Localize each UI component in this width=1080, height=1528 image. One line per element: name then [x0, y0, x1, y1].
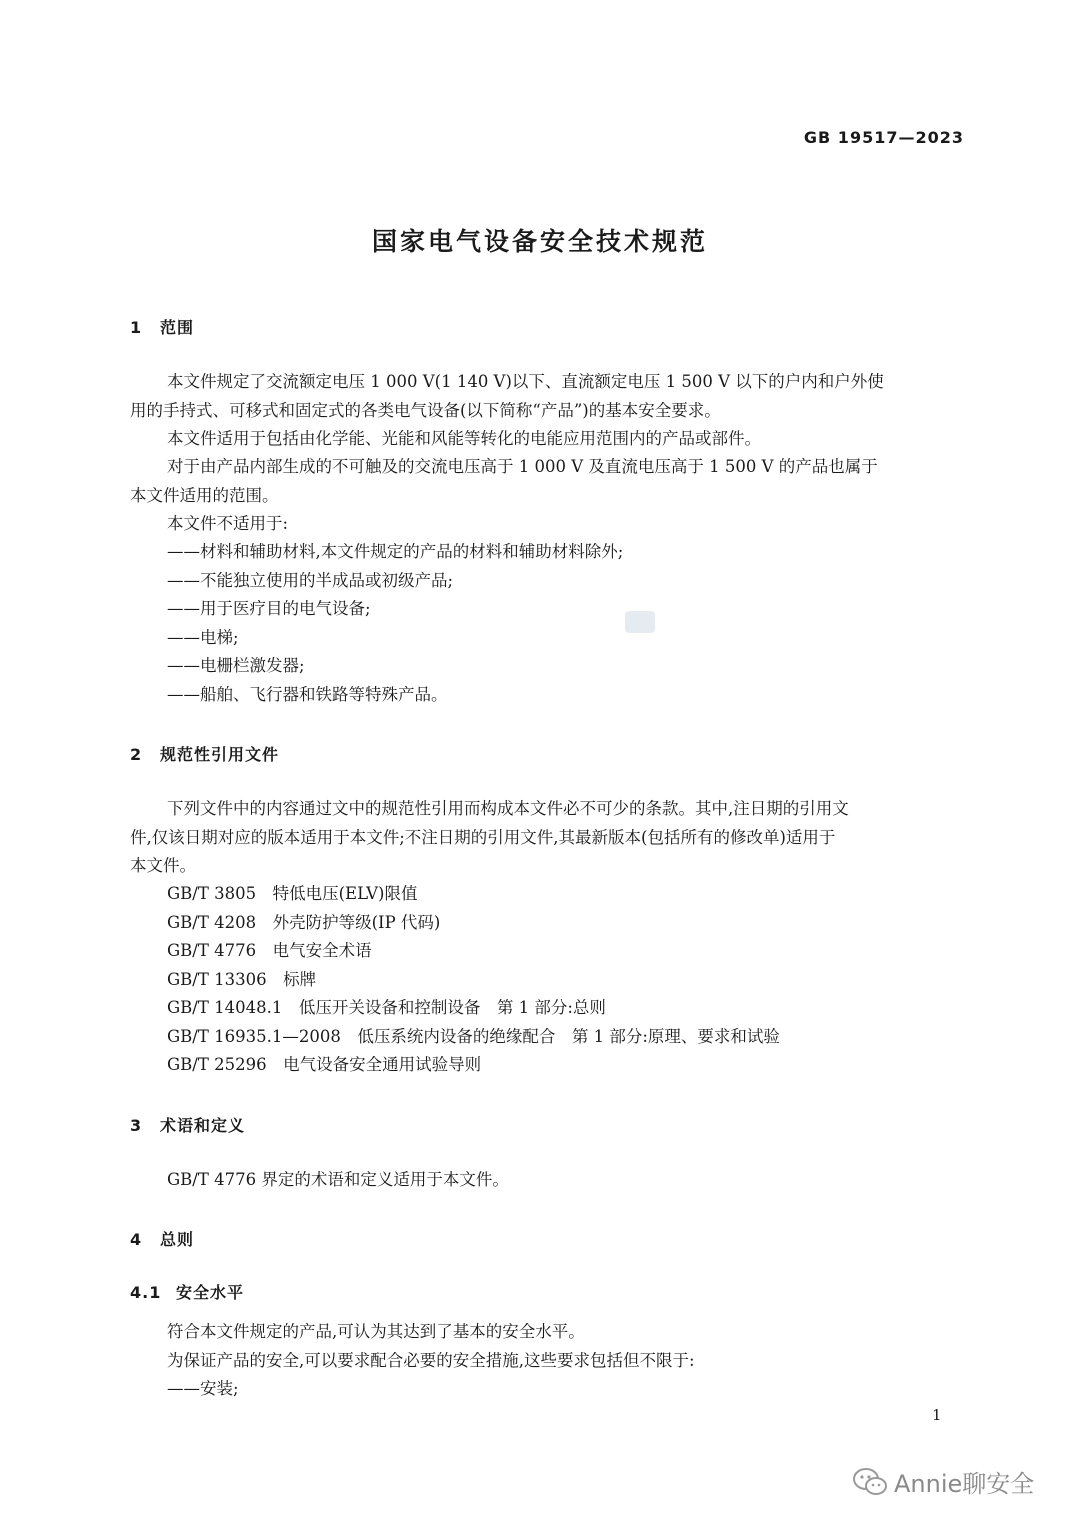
section-title: 总则	[160, 1230, 195, 1249]
reference-item	[167, 966, 966, 995]
reference-code: GB/T 4776	[167, 941, 257, 960]
reference-item	[167, 994, 966, 1023]
section-3-heading	[130, 1113, 245, 1136]
reference-item	[167, 1023, 966, 1052]
reference-code: GB/T 25296	[167, 1055, 267, 1074]
reference-code: GB/T 4208	[167, 912, 257, 932]
s2-paragraph-1	[130, 795, 966, 881]
account-name: Annie聊安全	[894, 1470, 1035, 1498]
s4-1-paragraphs	[167, 1318, 966, 1404]
text-line: 对于由产品内部生成的不可触及的交流电压高于 1 000 V 及直流电压高于 1 500 V 的产品也属于	[167, 457, 878, 476]
reference-title: 电气设备安全通用试验导则	[283, 1055, 482, 1074]
section-number: 1	[130, 318, 143, 337]
reference-item	[167, 909, 966, 938]
text-line: 下列文件中的内容通过文中的规范性引用而构成本文件必不可少的条款。其中,注日期的引用文	[167, 799, 849, 818]
s1-paragraph-1	[130, 368, 966, 425]
text-line: 本文件。	[130, 856, 196, 875]
section-4-heading	[130, 1227, 194, 1250]
reference-code: GB/T 16935.1—2008	[167, 1026, 341, 1046]
text-line: 本文件适用于包括由化学能、光能和风能等转化的电能应用范围内的产品或部件。	[167, 429, 761, 448]
s1-paragraph-3	[130, 453, 966, 510]
section-number: 2	[130, 745, 143, 764]
section-number: 3	[130, 1116, 143, 1135]
s1-paragraph-4	[167, 510, 966, 539]
section-number: 4	[130, 1230, 143, 1249]
reference-code: GB/T 3805	[167, 884, 257, 903]
reference-title: 外壳防护等级(IP 代码)	[272, 912, 441, 932]
list-item: ——船舶、飞行器和铁路等特殊产品。	[167, 684, 448, 704]
subsection-title: 安全水平	[176, 1283, 245, 1302]
text-line: 为保证产品的安全,可以要求配合必要的安全措施,这些要求包括但不限于:	[167, 1350, 695, 1370]
account-watermark	[852, 1464, 1034, 1499]
reference-item	[167, 1051, 966, 1080]
reference-item	[167, 937, 966, 966]
text-line: 本文件适用的范围。	[130, 485, 279, 505]
section-title: 术语和定义	[160, 1116, 246, 1135]
document-title: 国家电气设备安全技术规范	[371, 227, 708, 256]
reference-code: GB/T 13306	[167, 969, 267, 989]
reference-list	[167, 880, 966, 1080]
reference-code: GB/T 14048.1	[167, 998, 283, 1017]
text-line: 符合本文件规定的产品,可认为其达到了基本的安全水平。	[167, 1322, 585, 1341]
reference-title: 标牌	[283, 969, 317, 989]
reference-item	[167, 880, 966, 909]
text-line: GB/T 4776 界定的术语和定义适用于本文件。	[167, 1170, 509, 1189]
reference-title: 电气安全术语	[272, 941, 372, 960]
text-line: 用的手持式、可移式和固定式的各类电气设备(以下简称“产品”)的基本安全要求。	[130, 400, 721, 420]
list-item: ——用于医疗目的电气设备;	[167, 599, 371, 618]
wechat-icon	[852, 1467, 888, 1497]
s1-paragraph-2	[167, 425, 966, 454]
section-title: 范围	[160, 318, 195, 337]
reference-title: 低压开关设备和控制设备 第 1 部分:总则	[298, 998, 606, 1017]
faint-logo-watermark	[625, 611, 655, 633]
list-item: ——不能独立使用的半成品或初级产品;	[167, 570, 454, 590]
s3-paragraph-1	[167, 1166, 966, 1195]
text-line: 本文件规定了交流额定电压 1 000 V(1 140 V)以下、直流额定电压 1 500 V 以下的户内和户外使	[167, 372, 884, 391]
section-1-heading	[130, 315, 194, 338]
exclusion-list	[167, 538, 966, 709]
subsection-4-1-heading	[130, 1280, 244, 1303]
section-title: 规范性引用文件	[160, 745, 280, 764]
text-line: 本文件不适用于:	[167, 514, 289, 533]
list-item: ——安装;	[167, 1379, 239, 1398]
reference-title: 特低电压(ELV)限值	[272, 884, 418, 903]
section-2-heading	[130, 742, 279, 765]
list-item: ——电梯;	[167, 627, 239, 647]
list-item: ——电栅栏激发器;	[167, 656, 305, 675]
text-line: 件,仅该日期对应的版本适用于本文件;不注日期的引用文件,其最新版本(包括所有的修改单)适用于	[130, 827, 836, 847]
list-item: ——材料和辅助材料,本文件规定的产品的材料和辅助材料除外;	[167, 542, 624, 561]
page-number: 1	[932, 1406, 942, 1424]
subsection-number: 4.1	[130, 1283, 162, 1302]
standard-code: GB 19517—2023	[803, 128, 964, 147]
reference-title: 低压系统内设备的绝缘配合 第 1 部分:原理、要求和试验	[357, 1026, 780, 1046]
